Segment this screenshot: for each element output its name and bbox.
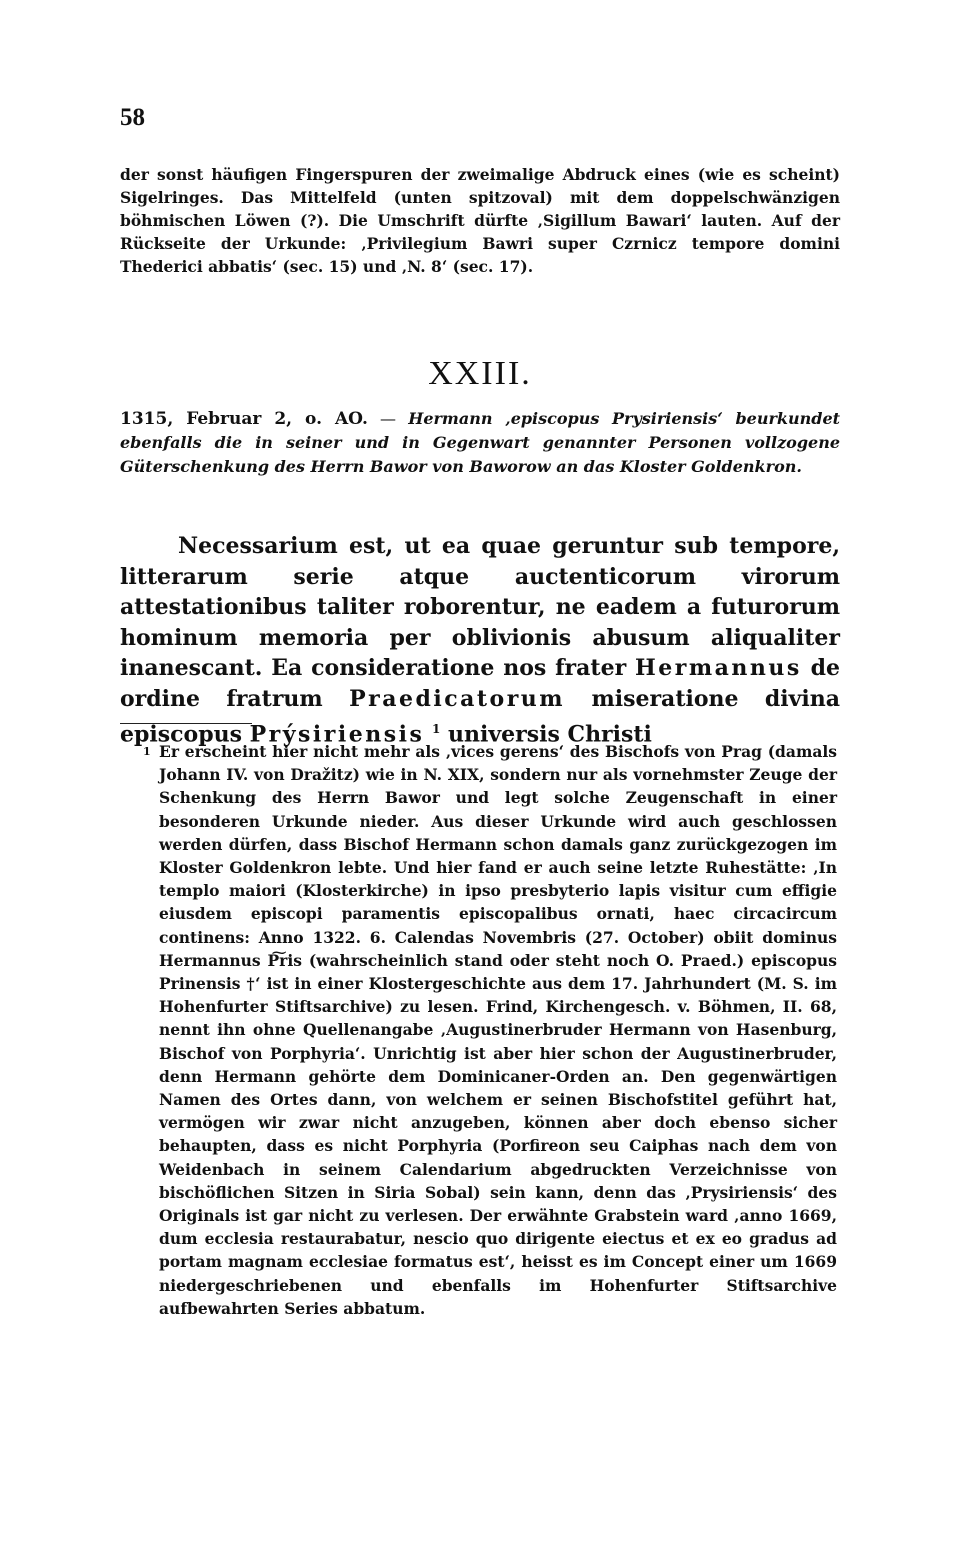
footnote-marker: 1 <box>143 745 151 758</box>
name-prysiriensis: Prýsiriensis <box>249 721 425 748</box>
regest <box>120 407 840 479</box>
name-praedicatorum: Praedicatorum <box>349 685 566 712</box>
page-number: 58 <box>120 104 145 131</box>
footnote-text: Er erscheint hier nicht mehr als ‚vices gerens‘ des Bischofs von Prag (damals Johann IV. von Dražitz) wie in N. XIX, sondern nur als vornehmster Zeuge der Schenkung des Herrn Bawor und legt solche Zeugenschaft in einer besonderen Urkunde nieder. Aus dieser Urkunde wird auch geschlossen werden dürfen, dass Bischof Hermann schon damals ganz zurückgezogen im Kloster Goldenkron lebte. Und hier fand er auch seine letzte Ruhestätte: ‚In templo maiori (Klosterkirche) in ipso presbyterio lapis visitur cum effigie eiusdem episcopi paramentis episcopalibus ornati, haec circacircum continens: Anno 1322. 6. Calendas Novembris (27. October) obiit dominus Hermannus P͠ris (wahrscheinlich stand oder steht noch O. Praed.) episcopus Prinensis †‘ ist in einer Klostergeschichte aus dem 17. Jahrhundert (M. S. im Hohenfurter Stiftsarchive) zu lesen. Frind, Kirchengesch. v. Böhmen, II. 68, nennt ihn ohne Quellenangabe ‚Augustinerbruder Hermann von Hasenburg, Bischof von Porphyria‘. Unrichtig ist aber hier schon der Augustinerbruder, denn Hermann gehörte dem Dominicaner-Orden an. Den gegenwärtigen Namen des Ortes dann, von welchem er seinen Bischofstitel geführt hat, vermögen wir zwar nicht anzugeben, können aber doch ebenso sicher behaupten, dass es nicht Porphyria (Porfireon seu Caiphas nach dem von Weidenbach in seinem Calendarium abgedruckten Verzeichnisse von bischöflichen Sitzen in Siria Sobal) sein kann, denn das ‚Prysiriensis‘ des Originals ist gar nicht zu verlesen. Der erwähnte Grabstein ward ‚anno 1669, dum ecclesia restaurabatur, nescio quo dirigente eiectus et ex eo gradus ad portam magnam ecclesiae formatus est‘, heisst es im Concept einer um 1669 niedergeschriebenen und ebenfalls im Hohenfurter Stiftsarchive aufbewahrten Series abbatum. <box>159 742 837 1318</box>
footnote-reference: 1 <box>432 722 441 736</box>
footnote-divider <box>120 723 252 724</box>
name-hermannus: Hermannus <box>635 655 802 681</box>
main-text-part: universis Christi <box>440 721 652 748</box>
continued-paragraph: der sonst häufigen Fingerspuren der zweimalige Abdruck eines (wie es scheint) Sigelringes. Das Mittelfeld (unten spitzoval) mit dem doppelschwänzigen böhmischen Löwen (?). Die Umschrift dürfte ‚Sigillum Bawari‘ lauten. Auf der Rückseite der Urkunde: ‚Privilegium Bawri super Czrnicz tempore domini Thederici abbatis‘ (sec. 15) und ‚N. 8‘ (sec. 17). <box>120 165 840 276</box>
main-text-part: miseratione divina episcopus <box>120 685 841 748</box>
footnote <box>143 740 837 1320</box>
main-text <box>120 531 840 750</box>
main-text-part: de ordine fratrum <box>120 655 840 712</box>
main-text-part: Necessarium est, ut ea quae geruntur sub tempore, litterarum serie atque auctenticorum virorum attestationibus taliter roborentur, ne eadem a futurorum hominum memoria per oblivionis abusum aliqualiter inanescant. Ea consideratione nos frater <box>120 533 840 681</box>
regest-date: 1315, Februar 2, o. AO. <box>120 409 368 429</box>
regest-summary: Hermann ‚episcopus Prysiriensis‘ beurkundet ebenfalls die in seiner und in Gegenwart genannter Personen vollzogene Güterschenkung des Herrn Bawor von Baworow an das Kloster Goldenkron. <box>120 409 841 476</box>
regest-dash: — <box>367 409 409 428</box>
document-number-heading: XXIII. <box>428 355 532 392</box>
